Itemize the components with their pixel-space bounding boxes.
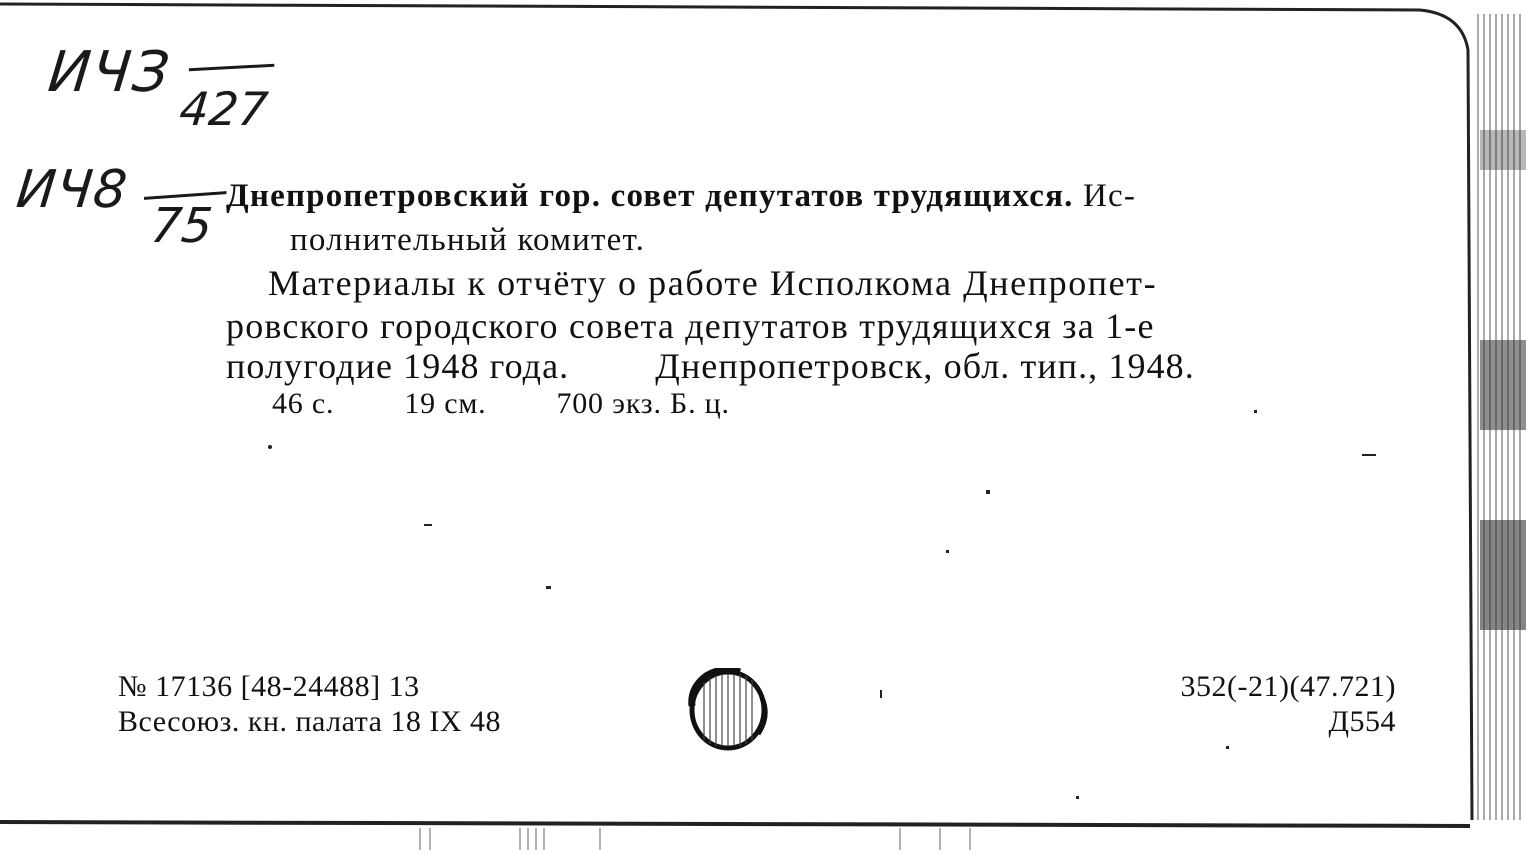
entry-title-line1: Материалы к отчёту о работе Исполкома Днепропет- — [268, 263, 1158, 303]
entry-size: 19 см. — [404, 387, 487, 420]
entry-title-line3-text: полугодие 1948 года. — [226, 346, 570, 386]
footer-classification: 352(-21)(47.721) — [1180, 670, 1396, 703]
entry-physical-description — [272, 387, 730, 421]
punch-hole-icon — [688, 668, 772, 752]
entry-heading-line2: полнительный комитет. — [290, 222, 646, 258]
entry-imprint: Днепропетровск, обл. тип., 1948. — [655, 346, 1195, 386]
shelfmark-second-number: 75 — [148, 198, 216, 254]
entry-copies: 700 экз. Б. ц. — [556, 387, 730, 420]
entry-title-line3 — [226, 345, 1195, 387]
entry-heading-rest: Ис- — [1073, 178, 1137, 214]
shelfmark-second-code: ИЧ8 — [13, 160, 131, 220]
footer-chamber: Всесоюз. кн. палата 18 IX 48 — [118, 705, 502, 738]
entry-heading-bold: Днепропетровский гор. совет депутатов трудящихся. — [226, 178, 1074, 214]
entry-title-line2: ровского городского совета депутатов трудящихся за 1-е — [226, 306, 1155, 346]
shelfmark-first-code: ИЧЗ — [45, 40, 175, 105]
footer-record-number: № 17136 [48-24488] 13 — [118, 670, 420, 703]
entry-pages: 46 с. — [272, 387, 335, 420]
footer-author-mark: Д554 — [1328, 705, 1396, 738]
entry-heading — [226, 178, 1136, 215]
shelfmark-first-number: 427 — [176, 82, 271, 136]
